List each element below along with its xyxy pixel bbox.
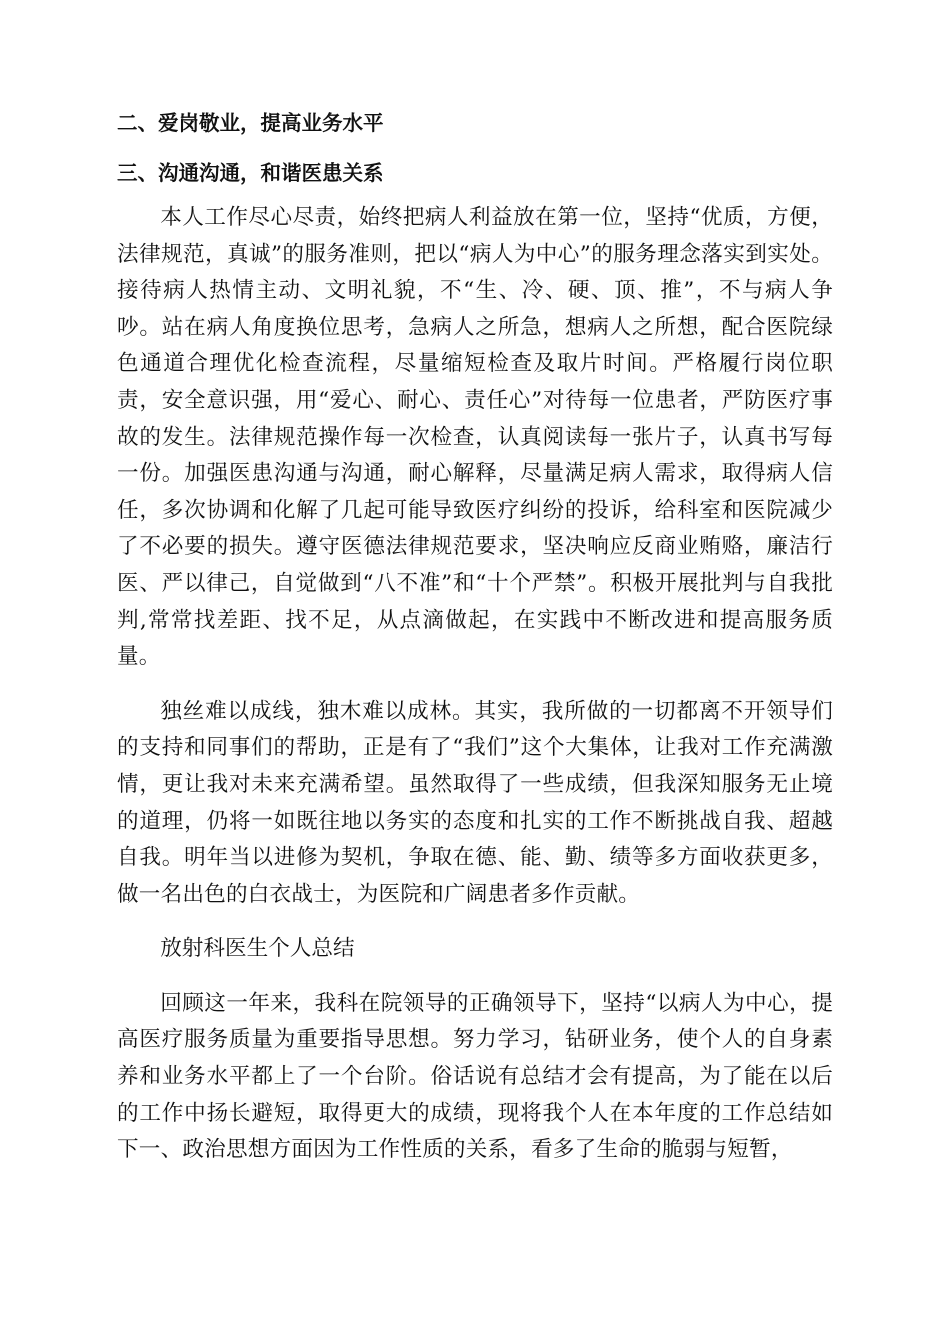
document-page — [117, 108, 833, 1187]
body-paragraph-1: 本人工作尽心尽责，始终把病人利益放在第一位，坚持“优质，方便，法律规范，真诚”的服务准则，把以“病人为中心”的服务理念落实到实处。接待病人热情主动、文明礼貌，不“生、冷、硬、顶、推”，不与病人争吵。站在病人角度换位思考，急病人之所急，想病人之所想，配合医院绿色通道合理优化检查流程，尽量缩短检查及取片时间。严格履行岗位职责，安全意识强，用“爱心、耐心、责任心”对待每一位患者，严防医疗事故的发生。法律规范操作每一次检查，认真阅读每一张片子，认真书写每一份。加强医患沟通与沟通，耐心解释，尽量满足病人需求，取得病人信任，多次协调和化解了几起可能导致医疗纠纷的投诉，给科室和医院减少了不必要的损失。遵守医德法律规范要求，坚决响应反商业贿赂，廉洁行医、严以律己，自觉做到“八不准”和“十个严禁”。积极开展批判与自我批判,常常找差距、找不足，从点滴做起，在实践中不断改进和提高服务质量。 — [117, 205, 833, 670]
subtitle: 放射科医生个人总结 — [160, 936, 355, 962]
body-paragraph-2: 独丝难以成线，独木难以成林。其实，我所做的一切都离不开领导们的支持和同事们的帮助，正是有了“我们”这个大集体，让我对工作充满激情，更让我对未来充满希望。虽然取得了一些成绩，但我深知服务无止境的道理，仍将一如既往地以务实的态度和扎实的工作不断挑战自我、超越自我。明年当以进修为契机，争取在德、能、勤、绩等多方面收获更多，做一名出色的白衣战士，为医院和广阔患者多作贡献。 — [117, 698, 833, 907]
section-heading-3: 三、沟通沟通，和谐医患关系 — [117, 161, 384, 185]
section-heading-2: 二、爱岗敬业，提高业务水平 — [117, 111, 384, 135]
body-paragraph-3: 回顾这一年来，我科在院领导的正确领导下，坚持“以病人为中心，提高医疗服务质量为重要指导思想。努力学习，钻研业务，使个人的自身素养和业务水平都上了一个台阶。俗话说有总结才会有提高，为了能在以后的工作中扬长避短，取得更大的成绩，现将我个人在本年度的工作总结如下一、政治思想方面因为工作性质的关系，看多了生命的脆弱与短暂， — [117, 990, 833, 1163]
